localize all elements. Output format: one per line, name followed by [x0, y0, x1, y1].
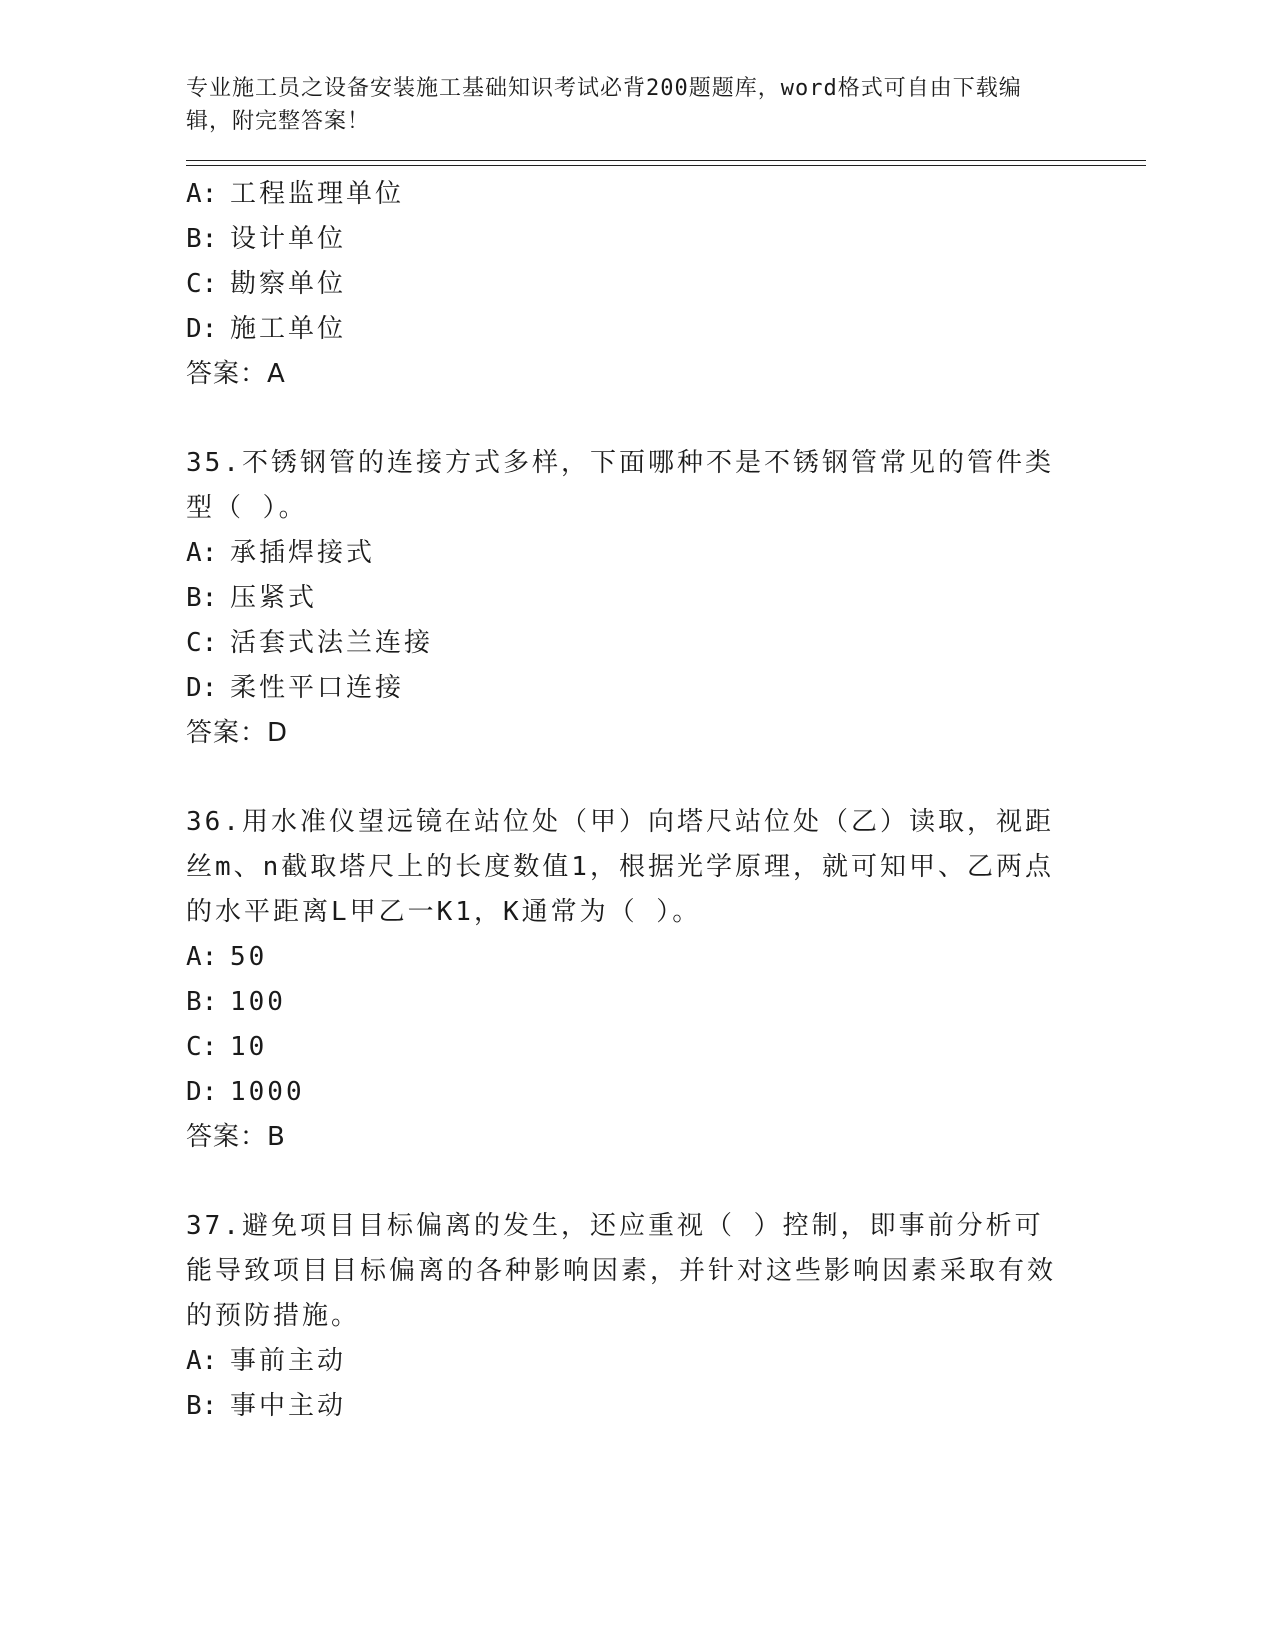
header-divider: [186, 160, 1146, 166]
option-c: [186, 621, 1146, 666]
document-page: [186, 72, 1146, 1429]
option-letter: C:: [186, 269, 218, 299]
option-letter: B:: [186, 583, 218, 613]
option-letter: B:: [186, 987, 218, 1017]
option-d: [186, 307, 1146, 352]
option-letter: B:: [186, 1391, 218, 1421]
option-b: [186, 1384, 1146, 1429]
option-letter: D:: [186, 1077, 218, 1107]
option-text: 10: [230, 1032, 268, 1062]
option-a: [186, 172, 1146, 217]
option-letter: D:: [186, 673, 218, 703]
option-text: 事中主动: [230, 1391, 347, 1421]
option-b: [186, 217, 1146, 262]
answer-line: 答案：A: [186, 359, 286, 389]
answer-line: 答案：B: [186, 1122, 286, 1152]
option-letter: A:: [186, 1346, 218, 1376]
option-text: 施工单位: [230, 314, 347, 344]
option-c: [186, 262, 1146, 307]
option-text: 承插焊接式: [230, 538, 376, 568]
option-a: [186, 1339, 1146, 1384]
question-36: [186, 800, 1146, 1160]
document-header: 专业施工员之设备安装施工基础知识考试必背200题题库，word格式可自由下载编辑，附完整答案！: [186, 76, 1022, 134]
option-letter: D:: [186, 314, 218, 344]
option-a: [186, 935, 1146, 980]
option-letter: A:: [186, 942, 218, 972]
option-letter: C:: [186, 1032, 218, 1062]
option-c: [186, 1025, 1146, 1070]
option-text: 1000: [230, 1077, 305, 1107]
answer-line: 答案：D: [186, 718, 289, 748]
option-text: 压紧式: [230, 583, 318, 613]
option-letter: C:: [186, 628, 218, 658]
option-text: 工程监理单位: [230, 179, 405, 209]
prev-question-options: [186, 172, 1146, 397]
option-text: 勘察单位: [230, 269, 347, 299]
option-text: 事前主动: [230, 1346, 347, 1376]
option-text: 50: [230, 942, 268, 972]
option-text: 设计单位: [230, 224, 347, 254]
question-text: 37.避免项目目标偏离的发生，还应重视（ ）控制，即事前分析可能导致项目目标偏离的各种影响因素，并针对这些影响因素采取有效的预防措施。: [186, 1211, 1057, 1331]
option-letter: A:: [186, 538, 218, 568]
option-b: [186, 980, 1146, 1025]
option-d: [186, 666, 1146, 711]
question-35: [186, 441, 1146, 756]
option-letter: B:: [186, 224, 218, 254]
option-a: [186, 531, 1146, 576]
option-letter: A:: [186, 179, 218, 209]
option-text: 柔性平口连接: [230, 673, 405, 703]
question-text: 35.不锈钢管的连接方式多样，下面哪种不是不锈钢管常见的管件类型（ ）。: [186, 448, 1054, 523]
question-text: 36.用水准仪望远镜在站位处（甲）向塔尺站位处（乙）读取，视距丝m、n截取塔尺上的长度数值1，根据光学原理，就可知甲、乙两点的水平距离L甲乙一K1，K通常为（ ）。: [186, 807, 1054, 927]
option-text: 活套式法兰连接: [230, 628, 434, 658]
option-d: [186, 1070, 1146, 1115]
option-b: [186, 576, 1146, 621]
option-text: 100: [230, 987, 286, 1017]
question-37: [186, 1204, 1146, 1429]
